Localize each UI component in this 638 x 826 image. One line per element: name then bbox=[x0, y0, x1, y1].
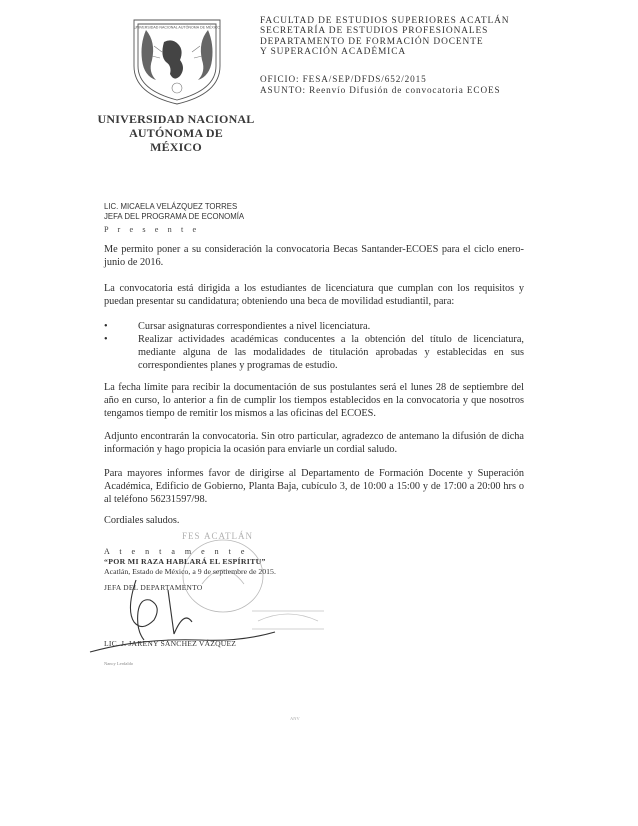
department-line-1: DEPARTAMENTO DE FORMACIÓN DOCENTE bbox=[260, 36, 484, 47]
unam-seal-icon bbox=[126, 16, 228, 106]
place-date: Acatlán, Estado de México, a 9 de septiembre de 2015. bbox=[104, 566, 276, 576]
oficio-number: OFICIO: FESA/SEP/DFDS/652/2015 bbox=[260, 74, 427, 84]
paragraph-4: Adjunto encontrarán la convocatoria. Sin otro particular, agradezco de antemano la difusión de dicha información y hago propicia la ocasión para enviarle un cordial saludo. bbox=[104, 431, 524, 455]
recipient-block bbox=[104, 202, 244, 222]
seal-caption: UNIVERSIDAD NACIONAL AUTÓNOMA DE MÉXICO bbox=[133, 25, 221, 30]
greeting: P r e s e n t e bbox=[104, 225, 200, 234]
institution-line-2: AUTÓNOMA DE bbox=[129, 126, 223, 140]
typist-initials: Nancy Lerdaldo bbox=[104, 661, 134, 666]
stamp-text-1: FES bbox=[182, 531, 201, 541]
paragraph-5: Para mayores informes favor de dirigirse al Departamento de Formación Docente y Superación Académica, Edificio de Gobierno, Planta Baja, cubículo 3, de 10:00 a 15:00 y de 17:00 a 20:00 hrs o al teléfono 56231597/98. bbox=[104, 468, 524, 505]
closing-word: A t e n t a m e n t e bbox=[104, 547, 249, 556]
faculty-name: FACULTAD DE ESTUDIOS SUPERIORES ACATLÁN bbox=[260, 16, 510, 26]
paragraph-6: Cordiales saludos. bbox=[104, 515, 180, 526]
bullet-list bbox=[104, 320, 524, 372]
department-stamp bbox=[248, 597, 328, 647]
institution-line-1: UNIVERSIDAD NACIONAL bbox=[97, 112, 255, 126]
list-item bbox=[104, 333, 524, 372]
signer-role: JEFA DEL DEPARTAMENTO bbox=[104, 583, 203, 592]
footer-mark: ANV bbox=[290, 716, 300, 721]
bullet-marker: • bbox=[104, 334, 108, 345]
signer-name: LIC. J. JARENY SÁNCHEZ VÁZQUEZ bbox=[104, 639, 237, 648]
list-item bbox=[104, 320, 524, 333]
list-item-text: Cursar asignaturas correspondientes a nivel licenciatura. bbox=[138, 321, 371, 332]
stamp-text-2: ACATLÁN bbox=[204, 531, 253, 541]
paragraph-3: La fecha límite para recibir la documentación de sus postulantes será el lunes 28 de septiembre del año en curso, lo anterior a fin de cumplir los tiempos establecidos en la convocatoria y que nosotros tengamos tiempo de remitir los mismos a las oficinas del ECOES. bbox=[104, 382, 524, 419]
institution-name bbox=[86, 112, 266, 154]
asunto-line: ASUNTO: Reenvío Difusión de convocatoria ECOES bbox=[260, 84, 501, 95]
recipient-title: JEFA DEL PROGRAMA DE ECONOMÍA bbox=[104, 212, 245, 221]
motto: “POR MI RAZA HABLARÁ EL ESPÍRITU” bbox=[104, 556, 266, 566]
reference-block bbox=[260, 74, 501, 96]
department-line-2: Y SUPERACIÓN ACADÉMICA bbox=[260, 46, 407, 57]
bullet-marker: • bbox=[104, 321, 108, 332]
letterhead bbox=[260, 16, 620, 57]
institution-line-3: MÉXICO bbox=[150, 140, 202, 154]
list-item-text: Realizar actividades académicas conducentes a la obtención del título de licenciatura, mediante alguna de las modalidades de titulación aprobadas y establecidas en sus correspondientes planes y programas de estudio. bbox=[138, 334, 524, 371]
paragraph-2: La convocatoria está dirigida a los estudiantes de licenciatura que cumplan con los requisitos y puedan presentar su candidatura; obteniendo una beca de movilidad estudiantil, para: bbox=[104, 283, 524, 307]
paragraph-1: Me permito poner a su consideración la convocatoria Becas Santander-ECOES para el ciclo enero-junio de 2016. bbox=[104, 244, 524, 268]
recipient-name: LIC. MICAELA VELÁZQUEZ TORRES bbox=[104, 202, 238, 211]
secretariat-name: SECRETARÍA DE ESTUDIOS PROFESIONALES bbox=[260, 26, 489, 37]
